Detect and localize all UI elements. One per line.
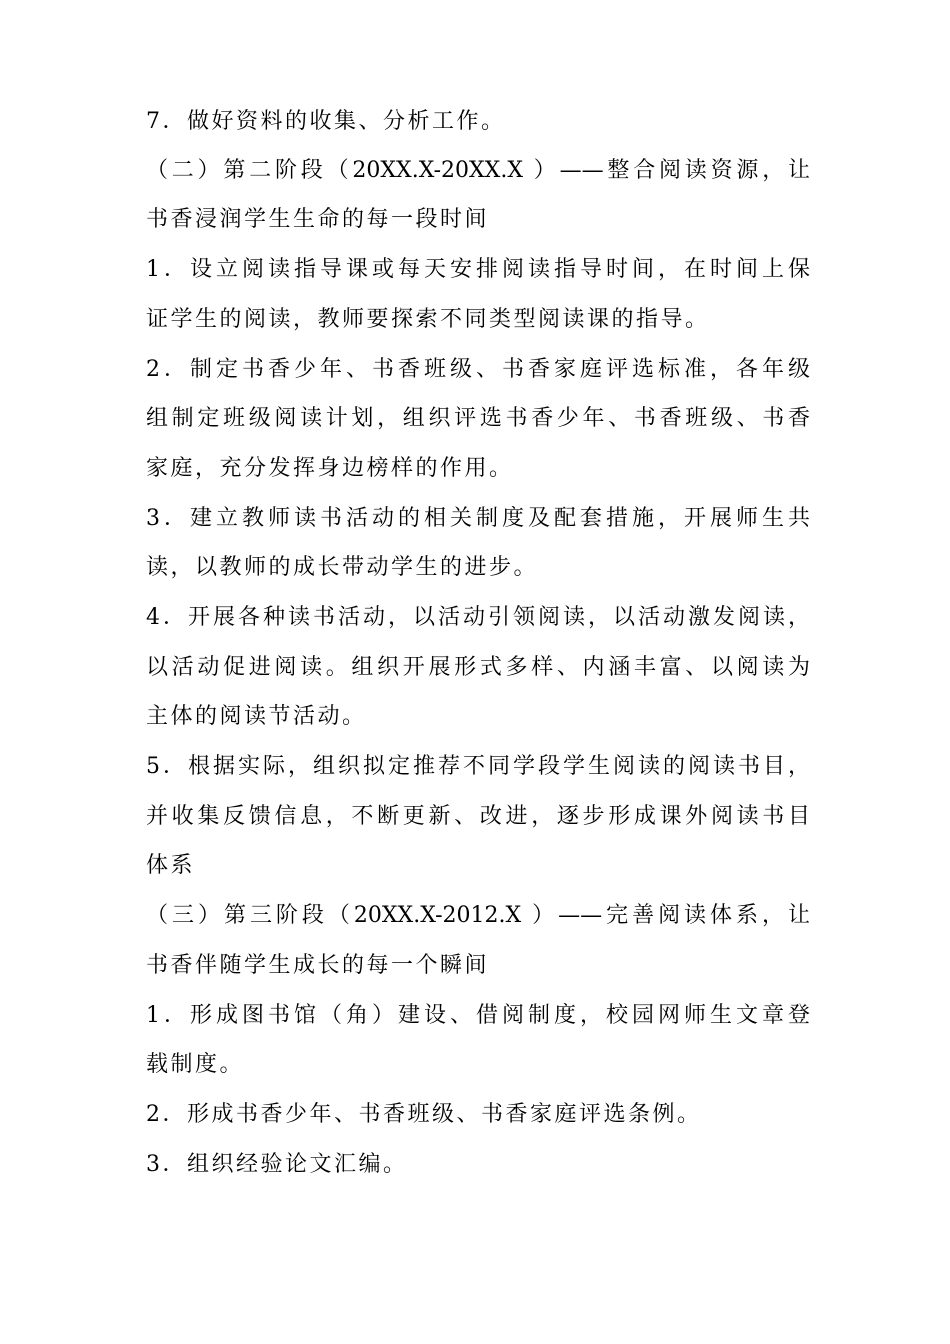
text-line-stage-2-item-2-cont: 组制定班级阅读计划，组织评选书香少年、书香班级、书香: [146, 406, 810, 431]
text-line-stage-2-item-1-cont: 证学生的阅读，教师要探索不同类型阅读课的指导。: [146, 307, 710, 332]
text-line-stage-3-heading-cont: 书香伴随学生成长的每一个瞬间: [146, 953, 490, 978]
text-line-stage-2-item-4-cont: 以活动促进阅读。组织开展形式多样、内涵丰富、以阅读为: [146, 655, 810, 680]
text-line-stage-2-item-5-cont: 并收集反馈信息，不断更新、改进，逐步形成课外阅读书目: [146, 804, 810, 829]
text-line-stage-2-item-4-end: 主体的阅读节活动。: [146, 704, 367, 729]
text-line-stage-2-item-3: 3．建立教师读书活动的相关制度及配套措施，开展师生共: [146, 506, 810, 531]
text-line-stage-3-heading: （三）第三阶段（20XX.X-2012.X ）——完善阅读体系，让: [146, 903, 810, 928]
text-line-stage-2-heading: （二）第二阶段（20XX.X-20XX.X ）——整合阅读资源，让: [146, 158, 810, 183]
text-line-item-7: 7．做好资料的收集、分析工作。: [146, 109, 506, 134]
text-line-stage-2-heading-cont: 书香浸润学生生命的每一段时间: [146, 207, 490, 232]
text-line-stage-2-item-4: 4．开展各种读书活动，以活动引领阅读，以活动激发阅读，: [146, 605, 810, 630]
text-line-stage-3-item-3: 3．组织经验论文汇编。: [146, 1152, 408, 1177]
text-line-stage-3-item-1-cont: 载制度。: [146, 1052, 245, 1077]
text-line-stage-2-item-2: 2．制定书香少年、书香班级、书香家庭评选标准，各年级: [146, 357, 810, 382]
text-line-stage-2-item-2-end: 家庭，充分发挥身边榜样的作用。: [146, 456, 514, 481]
text-line-stage-2-item-3-cont: 读，以教师的成长带动学生的进步。: [146, 555, 539, 580]
text-line-stage-2-item-5: 5．根据实际，组织拟定推荐不同学段学生阅读的阅读书目，: [146, 754, 810, 779]
text-line-stage-2-item-1: 1．设立阅读指导课或每天安排阅读指导时间，在时间上保: [146, 257, 810, 282]
text-line-stage-3-item-2: 2．形成书香少年、书香班级、书香家庭评选条例。: [146, 1102, 702, 1127]
text-line-stage-3-item-1: 1．形成图书馆（角）建设、借阅制度，校园网师生文章登: [146, 1003, 810, 1028]
text-line-stage-2-item-5-end: 体系: [146, 853, 196, 878]
